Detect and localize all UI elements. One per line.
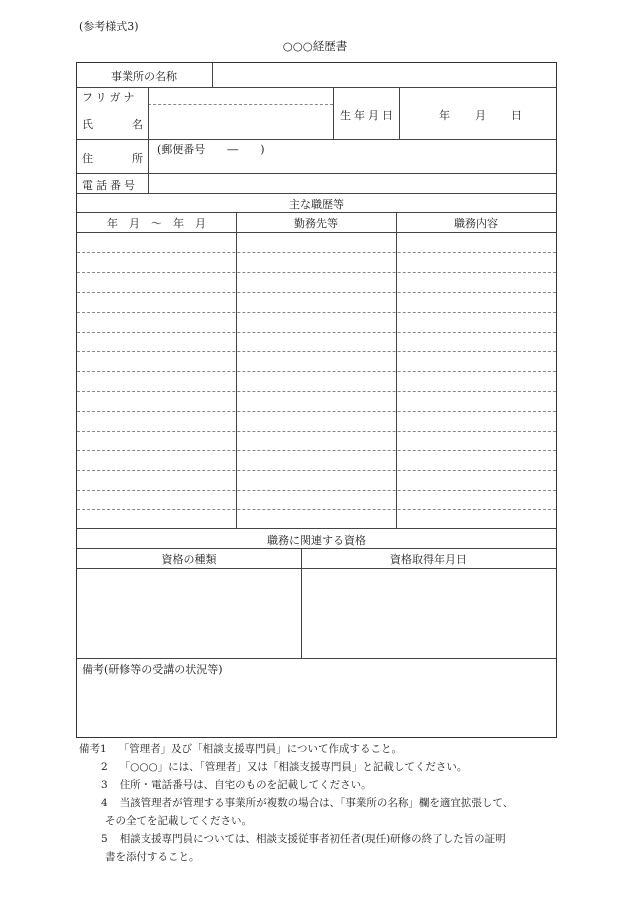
birth-year-unit: 年 [439, 109, 450, 122]
name-field[interactable] [153, 107, 331, 137]
note-text: 書を添付すること。 [105, 851, 200, 863]
qualifications-section-title: 職務に関連する資格 [267, 534, 366, 547]
note-item [79, 830, 579, 848]
birth-day-unit: 日 [511, 109, 522, 122]
furigana-field[interactable] [153, 88, 331, 102]
note-text: その全てを記載してください。 [105, 815, 252, 827]
note-continuation [79, 848, 579, 866]
remarks-label: 備考(研修等の受講の状況等) [82, 663, 223, 676]
birth-date-label: 生年月日 [340, 109, 396, 122]
career-entries-area[interactable] [78, 233, 555, 527]
postal-code-hint: (郵便番号 ― ) [157, 143, 265, 156]
note-item [79, 758, 579, 776]
note-item [79, 794, 579, 812]
qualification-col-date: 資格取得年月日 [390, 553, 467, 566]
phone-field[interactable] [153, 175, 551, 191]
career-section-title: 主な職歴等 [289, 198, 344, 211]
career-col-duties: 職務内容 [454, 217, 498, 230]
note-text: 相談支援専門員については、相談支援従事者初任者(現任)研修の終了した旨の証明 [119, 833, 506, 845]
office-name-label: 事業所の名称 [111, 70, 177, 83]
note-text: 当該管理者が管理する事業所が複数の場合は、「事業所の名称」欄を適宜拡張して、 [119, 797, 514, 809]
career-col-period: 年 月 ～ 年 月 [107, 217, 206, 230]
note-text: 「管理者」及び「相談支援専門員」について作成すること。 [118, 743, 402, 755]
note-text: 住所・電話番号は、自宅のものを記載してください。 [119, 779, 372, 791]
address-label-2: 所 [132, 152, 143, 165]
notes [79, 740, 579, 866]
document-title: ○○○経歴書 [282, 39, 348, 53]
address-label-1: 住 [82, 152, 93, 165]
note-number: 5 [101, 833, 108, 845]
furigana-label: フリガナ [82, 91, 138, 104]
remarks-field[interactable] [79, 677, 554, 735]
notes-prefix: 備考 [79, 743, 100, 755]
note-number: 4 [101, 797, 108, 809]
form-number: (参考様式3) [79, 20, 139, 33]
resume-form [76, 62, 557, 738]
career-col-workplace: 勤務先等 [294, 217, 338, 230]
note-text: 「○○○」には、「管理者」又は「相談支援専門員」と記載してください。 [119, 761, 468, 773]
note-item [79, 776, 579, 794]
note-number: 2 [101, 761, 108, 773]
qualification-date-field[interactable] [303, 570, 554, 656]
note-number: 3 [101, 779, 108, 791]
qualification-col-type: 資格の種類 [161, 553, 217, 566]
name-label-2: 名 [132, 118, 143, 131]
birth-month-unit: 月 [475, 109, 486, 122]
note-item [79, 740, 579, 758]
note-continuation [79, 812, 579, 830]
qualification-type-field[interactable] [79, 570, 299, 656]
name-label-1: 氏 [82, 118, 93, 131]
phone-label: 電話番号 [82, 179, 138, 192]
office-name-field[interactable] [219, 67, 549, 83]
note-number: 1 [100, 743, 107, 755]
